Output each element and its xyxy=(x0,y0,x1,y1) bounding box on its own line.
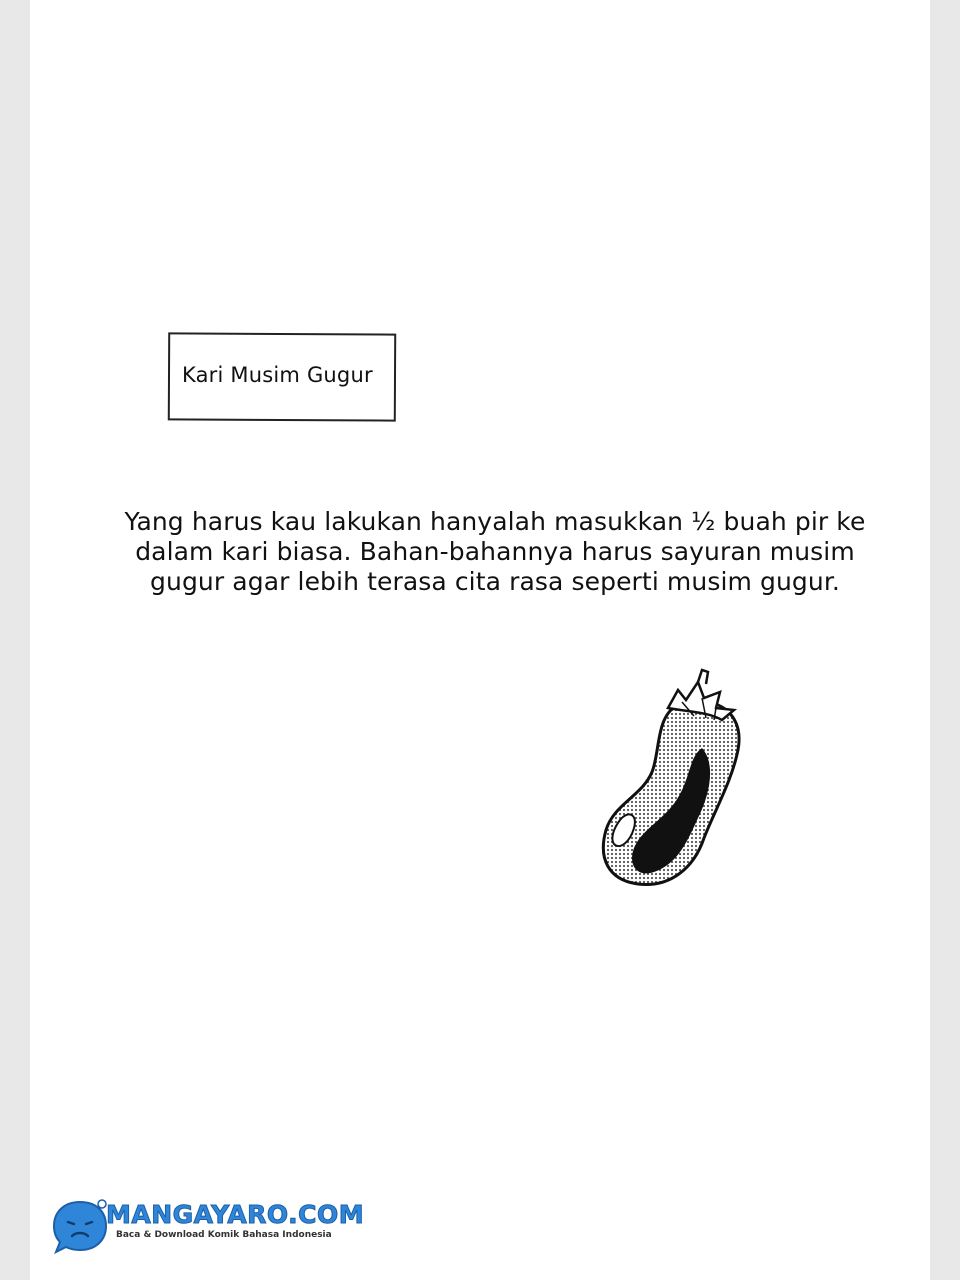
recipe-title: Kari Musim Gugur xyxy=(182,363,373,387)
recipe-text: Yang harus kau lakukan hanyalah masukkan ½ buah pir ke dalam kari biasa. Bahan-bahannya harus sayuran musim gugur agar lebih terasa cita rasa seperti musim gugur. xyxy=(124,507,866,596)
manga-page xyxy=(30,0,930,1280)
site-watermark xyxy=(50,1190,365,1260)
eggplant-icon xyxy=(598,668,748,890)
logo-face-icon xyxy=(52,1198,108,1254)
logo-name: MANGAYARO.COM xyxy=(106,1200,365,1229)
logo-tagline: Baca & Download Komik Bahasa Indonesia xyxy=(116,1230,332,1240)
